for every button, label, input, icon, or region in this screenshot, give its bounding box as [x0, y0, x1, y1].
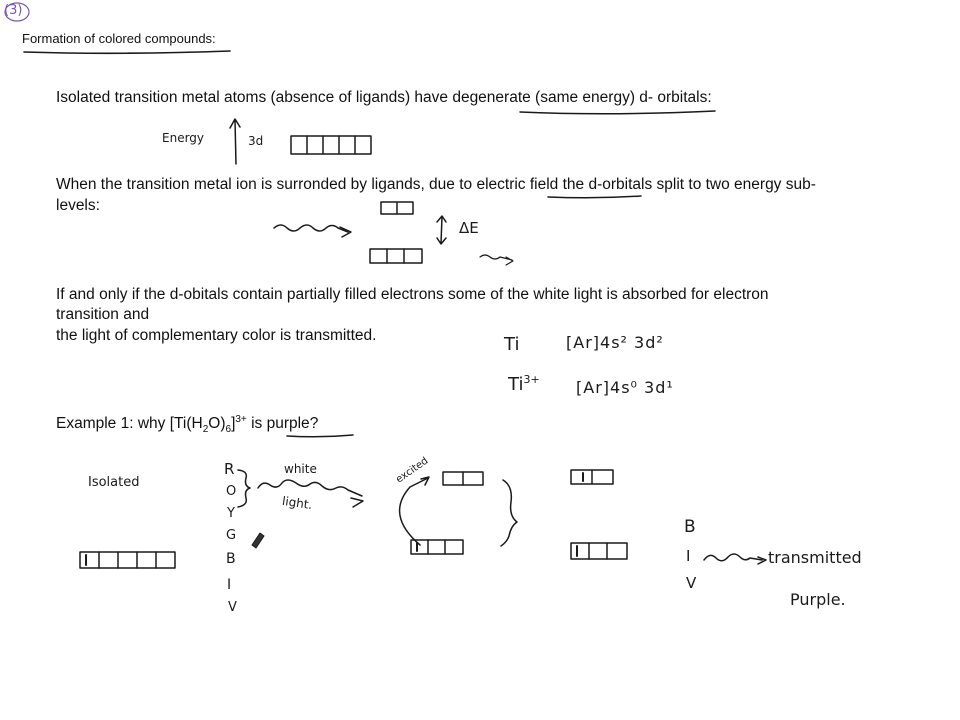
roygbiv-o: O	[226, 484, 237, 499]
ti3-base: Ti	[508, 374, 524, 395]
roygbiv-g: G	[226, 528, 237, 543]
isolated-label: Isolated	[88, 475, 140, 490]
purple-label: Purple.	[790, 590, 846, 609]
excitation-arc	[400, 477, 429, 545]
page-number-circle	[5, 3, 29, 21]
result-eg-boxes	[571, 470, 613, 484]
ligand-wavy-arrow	[274, 225, 351, 237]
degenerate-underline	[520, 111, 715, 114]
roygbiv-r: R	[224, 460, 235, 478]
ground-t2g-boxes-example	[411, 540, 463, 554]
three-d-label: 3d	[248, 134, 264, 148]
text-line-ligands: When the transition metal ion is surronded by ligands, due to electric field the d-orbitals split to two energy sub-	[56, 176, 816, 193]
page-title: Formation of colored compounds:	[22, 31, 216, 46]
ti3-charge: 3+	[523, 373, 540, 386]
electric-field-underline	[548, 196, 641, 198]
roygbiv-v: V	[228, 600, 237, 615]
transmitted-i: I	[686, 547, 691, 565]
transmitted-label: transmitted	[768, 548, 862, 567]
excited-label: excited	[394, 455, 431, 486]
degenerate-orbital-boxes	[291, 136, 371, 154]
excited-eg-boxes	[443, 472, 483, 485]
text-line-transition: transition and	[56, 306, 150, 323]
purple-underline	[287, 435, 353, 437]
example-sub-2: 2	[202, 424, 209, 436]
example-sub-6: 6	[225, 424, 232, 436]
white-light-arrowhead	[351, 498, 363, 507]
example-charge: 3+	[235, 413, 247, 425]
delta-e-label: ΔE	[459, 219, 479, 237]
result-t2g-boxes	[571, 543, 627, 559]
text-line-complementary: the light of complementary color is transmitted.	[56, 327, 377, 344]
white-light-arrow	[258, 480, 362, 496]
roygbiv-i: I	[227, 577, 232, 593]
lower-t2g-boxes	[370, 249, 422, 263]
isolated-orbital-boxes	[80, 552, 175, 568]
energy-label: Energy	[162, 131, 205, 145]
text-line-partial: If and only if the d-obitals contain partially filled electrons some of the white light is absorbed for electron	[56, 286, 769, 303]
roygbiv-b: B	[226, 551, 236, 567]
ti-label: Ti	[504, 334, 520, 355]
ti-electron-config: [Ar]4s² 3d²	[566, 333, 664, 352]
transmitted-b: B	[684, 517, 696, 537]
title-underline	[24, 51, 230, 53]
example-question-mark: ?	[309, 415, 319, 432]
example-prefix: Example 1: why [Ti(H	[56, 415, 203, 432]
page-number: (3)	[4, 3, 23, 18]
green-mark	[252, 533, 264, 548]
example-mid: O)	[208, 415, 226, 432]
delta-e-arrow	[437, 216, 446, 244]
upper-eg-boxes	[381, 202, 413, 214]
roygbiv-y: Y	[227, 506, 235, 521]
example-color-word: purple	[266, 415, 310, 432]
text-line-levels: levels:	[56, 197, 100, 214]
ti3-electron-config: [Ar]4s⁰ 3d¹	[576, 378, 674, 397]
roygbiv-brace	[238, 470, 250, 507]
white-label: white	[284, 462, 317, 476]
example-is: is	[246, 415, 267, 432]
example-close: ]	[231, 415, 236, 432]
transmitted-wavy-arrow	[704, 554, 766, 564]
small-wavy-arrow	[480, 255, 513, 265]
example-right-brace	[501, 480, 517, 546]
light-label: light.	[281, 493, 314, 513]
transmitted-v: V	[686, 574, 697, 592]
energy-arrow	[230, 119, 240, 164]
text-line-degenerate: Isolated transition metal atoms (absence of ligands) have degenerate (same energy) d- orbitals:	[56, 89, 712, 106]
